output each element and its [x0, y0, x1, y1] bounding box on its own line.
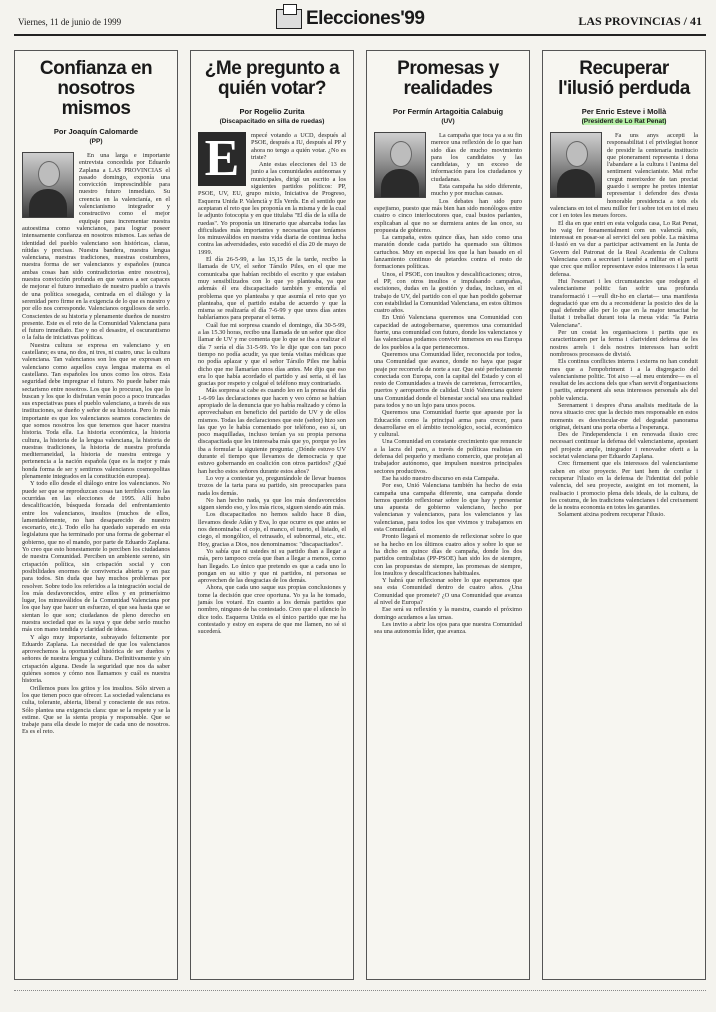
paragraph: Queremos una Comunidad fuerte que apueste por la Educación como la principal arma para crecer, para desarrollarse en el ámbito tecnológico, social, económico y cultural.	[374, 409, 522, 439]
paragraph: Por eso, Unió Valenciana también ha hecho de esta campaña una campaña diferente, una campaña donde hemos querido reflexionar sobre lo que hay y presentar una apuesta de gobierno valenciano, hecho por valencianas y valencianos, para los valencianos y las valencianas, para todos los que vivimos y trabajamos en esta Comunidad.	[374, 482, 522, 534]
paragraph: El día 26-5-99, a las 15,15 de la tarde, recibo la llamada de UV, el señor Társilo Piles, en el que me comunicaba que habían recibido el escrito y que estaban muy sensibilizados con lo que yo planteaba, ya que además él era discapacitado también y entendía el problema que yo planteaba y que asumía el reto que yo planteaba, que el partido estaba de acuerdo y que la misma se realizaría el día 7-6-99 y que unos días antes hablaríamos para preparar el tema.	[198, 256, 346, 322]
article-title: Promesas y realidades	[397, 58, 499, 99]
paragraph: Unos, el PSOE, con insultos y descalificaciones; otros, el PP, con otros insultos e impulsando campañas, escisiones, dudas en la gestión y dudas, incluso, en el trabajo de UV, del partido con el que han podido gobernar con estabilidad la Comunidad Valenciana, en estos últimos cuatro años.	[374, 270, 522, 315]
paragraph: Per un costat les organisacions i partits que es caracteritzaren per la ferma i clarivident defensa de les nostres arrels i dels nostres interessos han sofrit nombrosos processos de divisió.	[550, 329, 698, 358]
article-byline: Por Rogelio Zurita	[239, 107, 305, 116]
paragraph: Solament aixina podrem recuperar l'ilusio.	[558, 511, 665, 519]
paragraph: Orillemos pues los gritos y los insultos. Sólo sirven a los que tienen poco que ofrecer. La sociedad valenciana es culta, tolerante, abierta, liberal y consciente de sus retos. Sólo plantea una exigencia clara: que se la respete y se la estime. Que se la sienta propia y responsable. Que se trabaje para ella desde lo mejor de cada uno de nosotros. Es es el reto.	[22, 684, 170, 736]
drop-cap: E	[198, 132, 246, 186]
section-logo	[276, 8, 424, 30]
paragraph: En una larga e importante entrevista concedida por Eduardo Zaplana a LAS PROVINCIAS el pasado domingo, exponía una convicción imprescindible para nuestro futuro inmediato. Su creencia en la valencianía, en el valencianismo integrador y constructivo como el mejor equipaje para incrementar nuestra autoestima como valencianos, para lograr poseer intensamente confianza en nosotros mismos. Las señas de identidad del pueblo valenciano son históricas, claras, nítidas y precisas. Nuestra bandera, nuestra lengua valenciana, nuestras tradiciones, nuestras costumbres, nuestra forma de ser valencianos y españoles (nunca ambas cosas han sido contradictorias entre nosotros), nuestra convicción profunda en que vamos a ser capaces de mejorar el futuro inmediato de nuestro pueblo a través de una política sosegada, centrada en el diálogo y la serenidad pero firme en la exigencia de lo que es nuestro y por ello nos corresponde. Valencianos orgullosos de serlo. Conscientes de su historia y plenamente dueños de nuestro presente. Este es el reto de la Comunidad Valenciana para el futuro inmediato. Ese y no el desastre, el oscurantismo o la falta de iniciativas políticas.	[22, 152, 170, 342]
article-byline: Por Fermín Artagoitia Calabuig	[392, 107, 504, 116]
paragraph: Ese ha sido nuestro discurso en esta Campaña.	[382, 474, 500, 482]
paragraph: Fa uns anys accepti la responsabilitat i el privilegiat honor de presidir la centenaria institucio que pionerament representa i dona l'abandare a la cultura i l'anima del sentiment valencianiste. Mai m'he cregut mereixedor de tan preciat guardo i sempre he pretes intentar representar i defendre des d'esta honorable presidencia a tots els valencians en tot el meu millor fer i sobre tot en tot el meu cor i en totes les meues forces.	[550, 132, 698, 220]
article-body	[374, 132, 522, 635]
paragraph: Serenament i despres d'una analisis meditada de la nova situacio crec que la decisio mes responsable en estos moments es desvincular-me del degradat panorama originat, deixant una porta oberta a l'esperança.	[550, 401, 698, 431]
paragraph: Les invito a abrir los ojos para que nuestra Comunidad sea una autonomía líder, que avanza.	[374, 620, 522, 636]
paragraph: Des de l'independencia i en renovada ilusio crec necessari continuar la defensa del valencianisme, apostant pel projecte ample, integrador i renovador oferit a la societat valenciana per Eduardo Zaplana.	[550, 431, 698, 461]
article-title: ¿Me pregunto a quién votar?	[204, 58, 340, 99]
author-role	[550, 118, 698, 125]
paragraph: Yo sabía que ni ustedes ni su partido iban a llegar a más, pero tampoco creía que iban a llegar a menos, como han llegado. Lo único que pretendo es que a cada uno lo pongan en su sitio y que ni partidos, ni personas se aprovechen de las desgracias de los demás.	[198, 547, 346, 585]
newspaper-page	[14, 6, 706, 1006]
paragraph: Nuestra cultura se expresa en valenciano y en castellano; es una, no dos, ni tres, ni cuatro, una: la cultura valenciana. Tan valencianos son los que se expresan en valenciano como aquellos cuya lengua materna es el castellano. Tan españoles los unos como los otros. Esta seguridad debe impregnar el futuro. No puede haber más sectarismo entre nosotros. Los que lo procuran, los que lo buscan y los que lo disfrutan verán poco a poco truncadas sus expectativas pues el pueblo valenciano, a través de sus instituciones, se dueño y señor de su historia. Pero lo más importante es que los valencianos seamos conscientes de que somos nosotros los que tenemos que hacer nuestra historia. Toda ella. La historia económica, la historia cultura, la historia de la lengua valenciana, la historia de nuestras tradiciones, la historia de nuestra profunda mediterraneidad, la historia de nuestra entrega y pertenencia a la nación española (que es la mejor y más honda forma de ser y sentirnos valencianos cosmopolitas plenamente integrados en la constitución europea).	[22, 341, 170, 481]
newspaper-name-page: LAS PROVINCIAS / 41	[578, 14, 702, 28]
author-party: (UV)	[441, 118, 455, 125]
article-body	[550, 132, 698, 519]
paragraph: La campaña, estos quince días, han sido como una maratón donde cada partido ha quemado sus últimos cartuchos. Muy en especial los que la han basado en el lanzamiento continuo de petardos contra el resto de formaciones políticas.	[374, 234, 522, 271]
paragraph: Y habrá que reflexionar sobre lo que esperamos que sea esta Comunidad dentro de cuatro años. ¿Una Comunidad que promete? ¿O una Comunidad que avanza al nivel de Europa?	[374, 577, 522, 606]
paragraph: El dia en que entri en esta volguda casa, Lo Rat Penat, ho vaig fer fonamentalment com un valencià més, interessat en posar-se al servici del seu poble. La màxima il·lusió en va dur a participar activament en la Junta de Govern del Patronat de la Real Academia de Cultura Valenciana com a secretari i també a militar en el partit que crec que millor representave estos interessos i la seua defensa.	[550, 219, 698, 278]
paragraph: Esta campaña ha sido diferente, mucho y por muchas causas.	[431, 183, 522, 198]
article-byline: Por Joaquín Calomarde	[53, 127, 139, 136]
paragraph: Más sorpresa si cabe es cuando leo en la prensa del día 1-6-99 las declaraciones que hacen y veo cómo se habían apropiado de la denuncia que yo había realizado y cómo la aprovechaban en beneficio del partido de UV y de ellos mismos. Todas las declaraciones que este (señor) hizo son las que yo le había comentado por teléfono, eso sí, un poco maquilladas, incluso tenían ya su propia persona discapacitada que les interesaba más que yo, porque yo les iba a formular la siguiente pregunta: ¿Dónde estuvo UV durante el tiempo que llevamos de democracia y que estuvo gobernando en coalición con otros partidos? ¿Qué han hecho estos señores durante estos años?	[198, 387, 346, 475]
author-photo	[22, 152, 74, 218]
paragraph: Los discapacitados no hemos salido hace 8 días, llevamos desde Adán y Eva, lo que ocurre es que antes se nos denominaba: el cojo, el manco, el tuerto, el lisiado, el ciego, el mongólico, el retrasado, el subnormal, etc., etc. Hoy, gracias a Dios, nos denominamos: "discapacitados".	[198, 511, 346, 548]
paragraph: Cuál fue mi sorpresa cuando el domingo, día 30-5-99, a las 15.30 horas, recibo una llamada de un señor que dice llamar de UV y me comenta que lo que se iba a realizar el día 7 sería el día 31-5-99. Yo le dije que con tan poco tiempo no podía acudir, ya que tenía visitas médicas que no podía aplazar y que el señor Társilo Piles me había dicho que me llamarían unos días antes. Me dijo que eso era lo que había acordado el partido y así sería, si él las gracias por respeto y colgué el teléfono muy contrariado.	[198, 321, 346, 388]
paragraph: Ante estas elecciones del 13 de junio a las comunidades autónomas y municipales, dirigí un escrito a los siguientes partidos políticos: PP, PSOE, UV, EU, grupo mixto, Iniciativa de Progreso, Esquerra Unida P. Valencià y Els Verds. En el sentido que aceptaran el reto que les proponía en la misma y de la cual le adjunto fotocopia y en que titulaba "El día de la silla de ruedas". Yo proponía un itinerario que abarcaba todas las dificultades más importantes y necesarias que teníamos los minusválidos en nuestra vida diaria de continua lucha contra las adversidades, esto sucedió el día 20 de mayo de 1999.	[198, 161, 346, 256]
paragraph: Y todo ello desde el diálogo entre los valencianos. No puede ser que se reproduzcan cosas tan terribles como las ocurridas en las elecciones de 1995. Allí hubo descalificación, búsqueda forzada del enfrentamiento entre los valencianos, insultos (muchos de ellos, lamentablemente, no han desaparecido de nuestro escenario, etc.). Todo ello ha quedado superado en esta legislatura que ha terminado por una forma de gobernar el gobierno, que no el mando, por parte de Eduardo Zaplana. Yo creo que esto honestamente lo perciben los ciudadanos de nuestra Comunidad. Perciben un ambiente sereno, sin crispación política, sin crispación social y con posibilidades enormes de convivencia abierta y en paz para todos. Sin duda que hay muchos problemas por resolver. Sobre todo los referidos a la integración social de los más desfavorecidos, entre ellos y en primerísimo lugar, los minusválidos de la Comunidad Valenciana por los que hay que hacer un esfuerzo, el que sea hasta que se sientan lo que son; ciudadanos de pleno derecho en nuestra sociedad que es la suya y que debe serlo mucho más con mano tendida y claridad de ideas.	[22, 480, 170, 634]
highlighted-role: (President de Lo Rat Penat)	[581, 118, 667, 125]
article-column-4	[542, 50, 706, 980]
ballot-box-icon	[276, 9, 302, 29]
paragraph: Ahora, que cada uno saque sus propias conclusiones y tome la decisión que cree oportuna. Yo ya la he tomado, jamás los votaré. En cuanto a los demás partidos que nombro, ninguno de ha contestado. Creo que el silencio lo dice todo. Esquerra Unida es el único partido que me ha contestado y estoy en espera de que me llamen, no sé si sucederá.	[198, 584, 346, 636]
page-footer-rule	[14, 990, 706, 1000]
author-party: (PP)	[89, 138, 103, 145]
paragraph: Lo voy a contestar yo, preguntándole de llevar buenos trozos de la tarta para su partido, sin preocuparles para nada los demás.	[198, 474, 346, 497]
paragraph: No han hecho nada, ya que los más desfavorecidos siguen siendo eso, y los más ricos, siguen siendo aún más.	[198, 496, 346, 512]
paragraph: Els continus conflictes interns i externs no han conduit mes que a l'empobriment i a la disgregacio del valencianisme politic. Tot aixo —al meu entendre— es el resultat de les accions dels que s'han servit d'organisacions i partits, anteponent als seus interessos personals als del poble valencia.	[550, 358, 698, 402]
paragraph: Hui l'escenari i les circumstancies que rodegen el valencianisme politic fan sofrir una profunda transformació i —vull dir-ho en clartat— una manifesta degradació que em du a reconsiderar la posicio des de la qual defendre allo per lo que en la major tenacitat he lluitat i treballat durant tota la meua vida: "la Patria Valenciana".	[550, 277, 698, 329]
page-header	[14, 6, 706, 36]
paragraph: Una Comunidad en constante crecimiento que renuncie a la lacra del paro, a través de políticas realistas en defensa del pequeño y mediano comercio, que protejan al trabajador autónomo, que impulsen nuestros principales sectores productivos.	[374, 438, 522, 475]
article-title: Confianza en nosotros mismos	[39, 58, 153, 119]
author-photo	[374, 132, 426, 198]
header-date: Viernes, 11 de junio de 1999	[18, 17, 122, 27]
paragraph: Crec firmement que els interessos del valencianisme caben en eixe proyecte. Per tant hem de confiar i recuperar l'ilusio en la defensa de l'identitat del poble valencia, del seu proyecte, assigint en tot moment, la realisacio i promocio plena dels ideals, de la cultura, de les costums, de les tradicions valencianes i del creixement de la nostra economia en totes les garanties.	[550, 460, 698, 512]
article-title: Recuperar l'ilusió perduda	[558, 58, 690, 99]
paragraph: La campaña que toca ya a su fin merece una reflexión de lo que han sido días de mucho movimiento para los candidatos y las candidatas, y un exceso de información para los ciudadanos y ciudadanas.	[431, 132, 522, 183]
paragraph: mpecé votando a UCD, después al PSOE, después a IU, después al PP y ahora no tengo a quién votar. ¿No es triste?	[251, 132, 346, 161]
article-body	[22, 152, 170, 736]
author-photo	[550, 132, 602, 198]
article-column-2	[190, 50, 354, 980]
article-body	[198, 132, 346, 635]
article-byline: Per Enric Esteve i Mollà	[581, 107, 667, 116]
author-role: (Discapacitado en silla de ruedas)	[219, 118, 325, 125]
section-title: Elecciones'99	[306, 8, 425, 29]
article-column-3	[366, 50, 530, 980]
paragraph: En Unió Valenciana queremos una Comunidad con capacidad de autogobernarse, queremos una comunidad fuerte, una comunidad con futuro, donde los valencianos y las valencianas podamos convivir inmersos en esa Europa de los pueblos a la que pertenecemos.	[374, 314, 522, 351]
paragraph: Queremos una Comunidad líder, reconocida por todos, una Comunidad que avance, donde no haya que pagar peaje por recorrerla de norte a sur. Que esté perfectamente conectada con Europa, con la capital del Estado y con el resto de Comunidades a través de carreteras, ferrocarriles, puertos y aeropuertos de calidad. Unió Valenciana quiere una Comunidad donde el bienestar social sea una realidad para todos y no un lujo para unos pocos.	[374, 350, 522, 409]
paragraph: Los debates han sido puro espejismo, puesto que más bien han sido monólogos entre cuatro o cinco interlocutores que, cual bustos parlantes, explicaban al que no se durmiera antes de las once, su propuesta de gobierno.	[374, 197, 522, 234]
paragraph: Ese será su reflexión y la nuestra, cuando el próximo domingo acudamos a las urnas.	[374, 606, 522, 621]
article-column-1	[14, 50, 178, 980]
paragraph: Pronto llegará el momento de reflexionar sobre lo que se ha hecho en los últimos cuatro años y sobre lo que se ha dicho en quince días de campaña, donde los dos partidos centralistas (PP-PSOE) han sido los de siempre, con las propuestas de siempre, las promesas de siempre, los insultos y descalificaciones habituales.	[374, 533, 522, 577]
paragraph: Y algo muy importante, subrayado felizmente por Eduardo Zaplana. La necesidad de que los valencianos aprovechemos la oportunidad histórica de ser dueños y señores de nuestra lengua y cultura. Definitivamente y sin crispación alguna. Desde la seguridad que nos da saber quiénes somos y cómo nos llamamos y cuál es nuestra historia.	[22, 633, 170, 685]
